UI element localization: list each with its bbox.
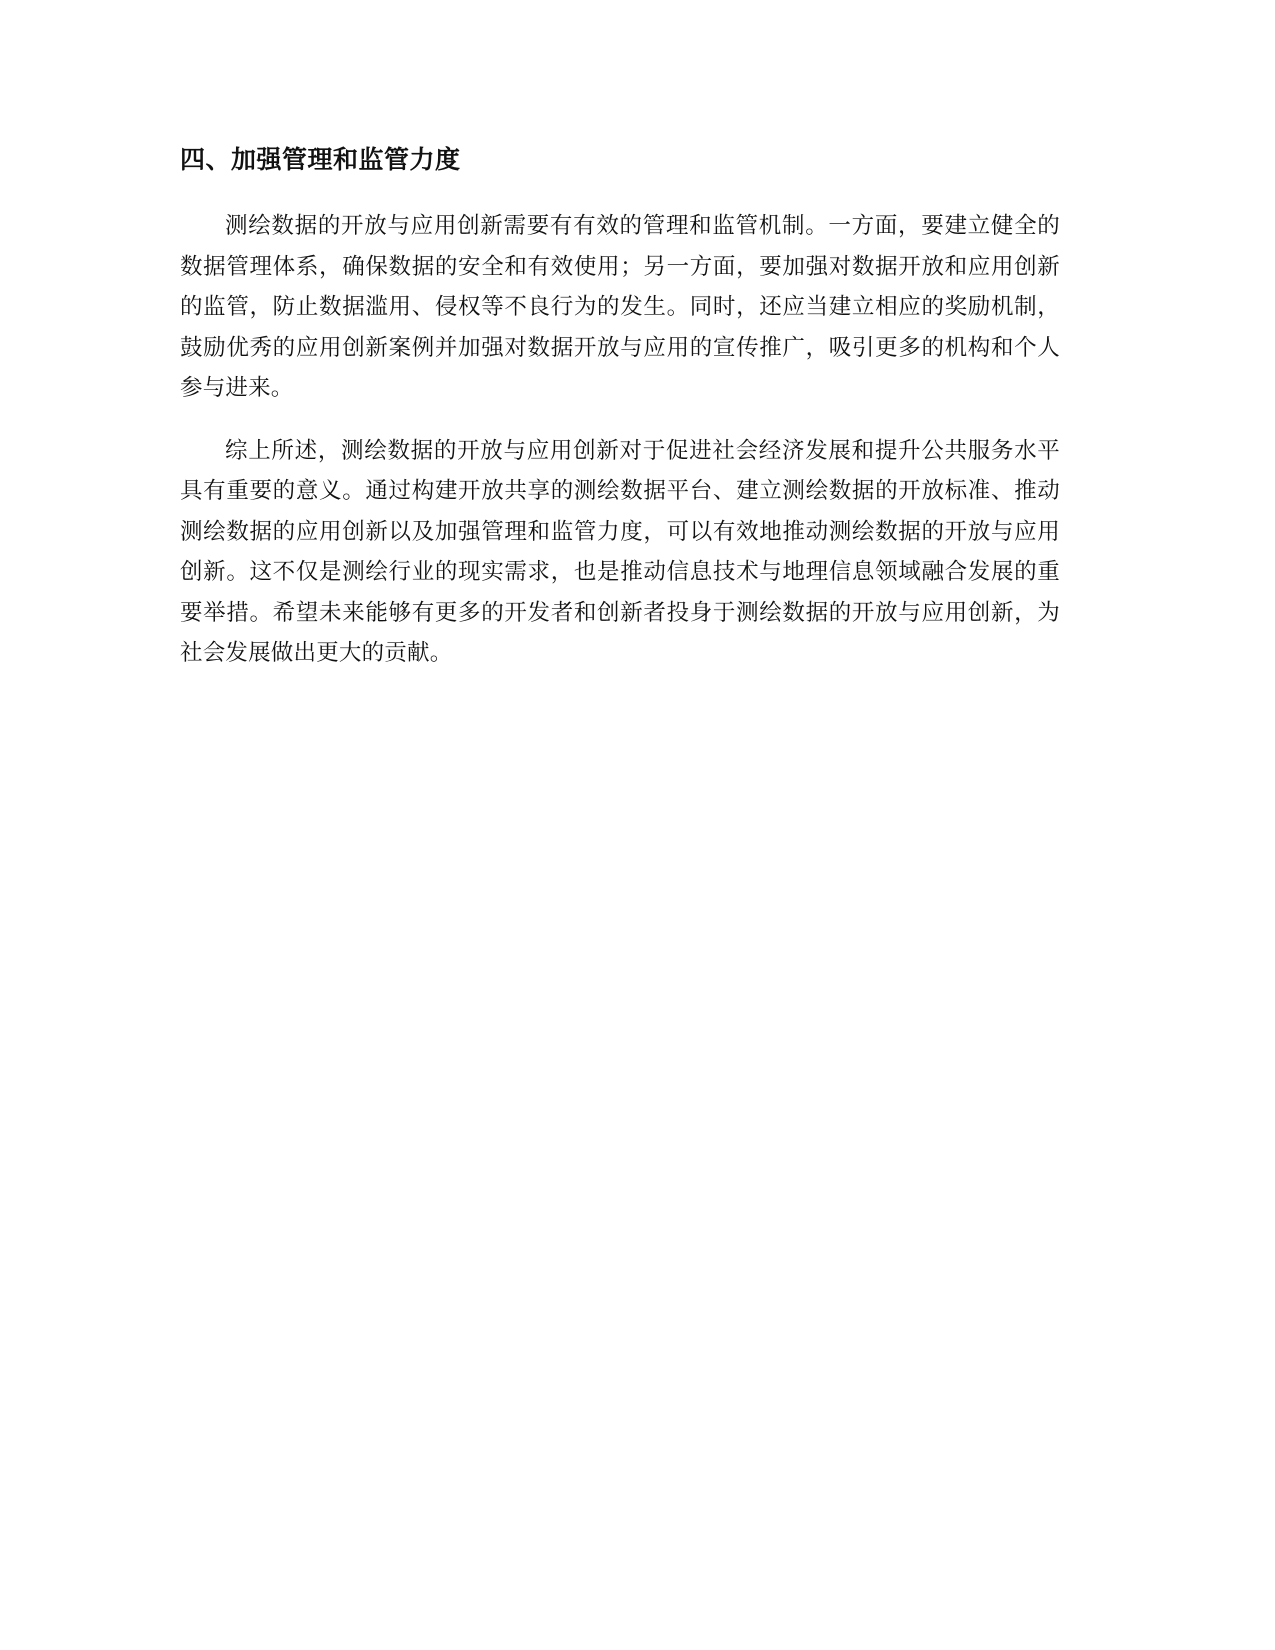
section-heading: 四、加强管理和监管力度 — [180, 145, 461, 174]
paragraph-conclusion: 综上所述，测绘数据的开放与应用创新对于促进社会经济发展和提升公共服务水平具有重要的意义。通过构建开放共享的测绘数据平台、建立测绘数据的开放标准、推动测绘数据的应用创新以及加强管理和监管力度，可以有效地推动测绘数据的开放与应用创新。这不仅是测绘行业的现实需求，也是推动信息技术与地理信息领域融合发展的重要举措。希望未来能够有更多的开发者和创新者投身于测绘数据的开放与应用创新，为社会发展做出更大的贡献。 — [180, 437, 1060, 666]
paragraph-management: 测绘数据的开放与应用创新需要有有效的管理和监管机制。一方面，要建立健全的数据管理体系，确保数据的安全和有效使用；另一方面，要加强对数据开放和应用创新的监管，防止数据滥用、侵权等不良行为的发生。同时，还应当建立相应的奖励机制，鼓励优秀的应用创新案例并加强对数据开放与应用的宣传推广，吸引更多的机构和个人参与进来。 — [180, 213, 1060, 401]
document-page — [180, 138, 1060, 696]
